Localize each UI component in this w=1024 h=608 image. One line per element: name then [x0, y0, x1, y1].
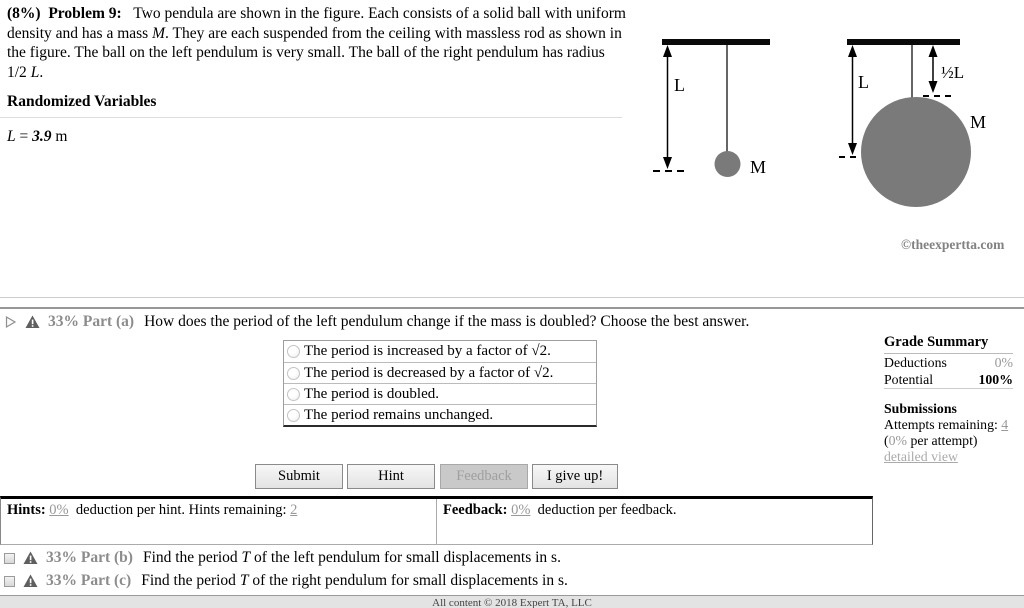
part-a-label: 33% Part (a): [48, 313, 135, 330]
problem-percent: (8%): [7, 5, 49, 22]
part-b-text-pre: Find the period: [142, 549, 242, 566]
part-b-text-post: of the left pendulum for small displacements in s.: [250, 549, 561, 566]
feedback-button: Feedback: [440, 464, 528, 489]
part-c-text-post: of the right pendulum for small displacements in s.: [248, 572, 568, 589]
hints-remaining-link[interactable]: 2: [290, 502, 298, 518]
grade-summary-title: Grade Summary: [884, 334, 1013, 354]
radio-button[interactable]: [287, 367, 300, 380]
figure-credit: ©theexpertta.com: [901, 237, 1005, 252]
right-arrowhead-up: [848, 45, 857, 57]
feedback-label: Feedback:: [443, 502, 508, 518]
hints-label: Hints:: [7, 502, 46, 518]
right-mass-label: M: [970, 112, 987, 132]
randomized-variables-divider: [0, 117, 622, 118]
per-attempt-pct: 0%: [888, 433, 908, 448]
left-ball: [715, 151, 741, 177]
variable-unit: m: [51, 128, 68, 145]
problem-title: Problem 9:: [48, 5, 134, 22]
problem-body-3: .: [39, 63, 44, 81]
hints-text: deduction per hint. Hints remaining:: [68, 502, 291, 518]
pendulum-figure: [640, 28, 1024, 240]
half-length-label: ½L: [941, 63, 965, 82]
feedback-cell: [437, 499, 872, 544]
detailed-view-link[interactable]: detailed view: [884, 449, 958, 464]
length-symbol: L: [30, 63, 40, 81]
left-arrowhead-up: [663, 45, 672, 57]
variable-name: L: [7, 128, 16, 145]
footer-copyright: All content © 2018 Expert TA, LLC: [432, 597, 592, 608]
expand-arrow-icon[interactable]: [4, 315, 17, 329]
section-divider-light: [0, 297, 1024, 298]
mass-symbol: M: [152, 24, 165, 42]
per-attempt: [884, 433, 1013, 449]
period-symbol: T: [241, 549, 251, 566]
variable-value: 3.9: [32, 128, 52, 145]
left-ceiling-bar: [662, 39, 770, 45]
radio-button[interactable]: [287, 388, 300, 401]
answer-option-label: The period is doubled.: [304, 385, 439, 402]
left-mass-label: M: [750, 157, 767, 177]
deductions-value: 0%: [994, 355, 1013, 370]
part-c-question: [141, 572, 568, 590]
left-length-label: L: [674, 75, 685, 95]
answer-option[interactable]: [284, 341, 596, 362]
footer-bar: [0, 595, 1024, 608]
deductions-row: [884, 354, 1013, 371]
part-c-text-pre: Find the period: [141, 572, 240, 589]
answer-option-label: The period remains unchanged.: [304, 406, 494, 423]
part-a-header: [4, 313, 749, 331]
attempts-remaining: [884, 417, 1013, 433]
part-c-label: 33% Part (c): [46, 572, 132, 589]
give-up-button[interactable]: I give up!: [532, 464, 618, 489]
right-ball: [861, 97, 971, 207]
per-attempt-rest: per attempt): [907, 433, 978, 448]
right-ceiling-bar: [847, 39, 960, 45]
answer-options-table: [283, 340, 597, 427]
period-symbol: T: [239, 572, 249, 589]
answer-option[interactable]: [284, 404, 596, 425]
hints-cell: [1, 499, 437, 544]
hint-button[interactable]: Hint: [347, 464, 435, 489]
equals-sign: =: [15, 128, 33, 145]
potential-row: [884, 371, 1013, 389]
grade-summary-panel: [884, 334, 1013, 465]
feedback-deduction-link[interactable]: 0%: [511, 502, 531, 518]
randomized-variable-value: [7, 128, 67, 146]
left-arrowhead-down: [663, 157, 672, 169]
part-b-header: [4, 549, 561, 567]
paren-open: (: [884, 433, 889, 448]
answer-option-label: The period is decreased by a factor of √2.: [304, 364, 554, 381]
collapsed-box-icon[interactable]: [4, 553, 15, 564]
warning-icon: [23, 574, 38, 588]
randomized-variables-heading: Randomized Variables: [7, 93, 157, 110]
section-divider-dark: [0, 307, 1024, 309]
deductions-label: Deductions: [884, 355, 947, 370]
half-arrowhead-up: [929, 45, 938, 57]
collapsed-box-icon[interactable]: [4, 576, 15, 587]
part-b-question: [143, 549, 561, 567]
answer-option-label: The period is increased by a factor of √2.: [304, 343, 551, 359]
feedback-text: deduction per feedback.: [530, 502, 677, 518]
warning-icon: [25, 315, 40, 329]
hints-feedback-table: [0, 496, 873, 545]
detailed-view-row: [884, 449, 1013, 465]
hint-deduction-link[interactable]: 0%: [49, 502, 69, 518]
problem-body-2: . They are each suspended from the ceiling with massless rod as shown in the figure. The ball on the left pendulum is very small. The ball of the right pendulum has radius 1/2: [7, 24, 626, 81]
part-a-question: How does the period of the left pendulum change if the mass is doubled? Choose the best answer.: [144, 313, 750, 330]
radio-button[interactable]: [287, 409, 300, 422]
right-length-label: L: [858, 72, 869, 92]
warning-icon: [23, 551, 38, 565]
radio-button[interactable]: [287, 345, 300, 358]
answer-option[interactable]: [284, 383, 596, 404]
attempts-value-link[interactable]: 4: [1001, 417, 1009, 432]
half-arrowhead-down: [929, 81, 938, 93]
part-c-header: [4, 572, 568, 590]
submissions-title: Submissions: [884, 401, 957, 416]
potential-value: 100%: [978, 372, 1013, 387]
right-arrowhead-down: [848, 143, 857, 155]
problem-body-1: Two pendula are shown in the figure. Each consists of a solid ball with uniform density and has a mass: [7, 5, 630, 42]
part-b-label: 33% Part (b): [46, 549, 133, 566]
attempts-label: Attempts remaining:: [884, 417, 1002, 432]
answer-option[interactable]: [284, 362, 596, 383]
problem-statement: [7, 4, 630, 82]
potential-label: Potential: [884, 372, 934, 387]
submit-button[interactable]: Submit: [255, 464, 343, 489]
